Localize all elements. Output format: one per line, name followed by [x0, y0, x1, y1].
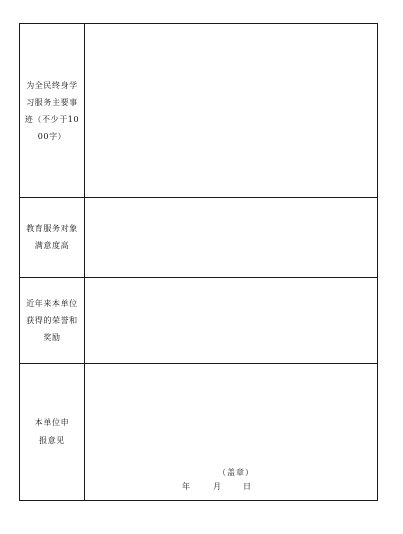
label-unit-opinion: 本单位申报意见: [34, 418, 70, 446]
label-cell-opinion: [20, 364, 85, 501]
content-cell-honors[interactable]: [85, 277, 378, 364]
date-line: [85, 481, 377, 493]
label-cell-achievements: [20, 24, 85, 198]
row-unit-opinion: [20, 364, 378, 501]
seal-label: （盖章）: [218, 468, 254, 477]
label-honors-awards: 近年来本单位获得的荣誉和奖励: [26, 298, 78, 342]
seal-and-date-block: [85, 467, 377, 497]
label-service-satisfaction: 教育服务对象满意度高: [26, 224, 78, 251]
content-cell-opinion[interactable]: [85, 364, 378, 501]
application-form-table: [19, 23, 378, 501]
label-cell-honors: [20, 277, 85, 364]
date-day-label: 日: [243, 482, 251, 491]
row-main-achievements: [20, 24, 378, 198]
content-cell-achievements[interactable]: [85, 24, 378, 198]
label-cell-satisfaction: [20, 198, 85, 278]
label-main-achievements: 为全民终身学习服务主要事迹（不少于1000字）: [24, 80, 80, 141]
date-year-label: 年: [182, 482, 190, 491]
date-month-label: 月: [213, 482, 221, 491]
content-cell-satisfaction[interactable]: [85, 198, 378, 278]
row-honors-awards: [20, 277, 378, 364]
row-service-satisfaction: [20, 198, 378, 278]
